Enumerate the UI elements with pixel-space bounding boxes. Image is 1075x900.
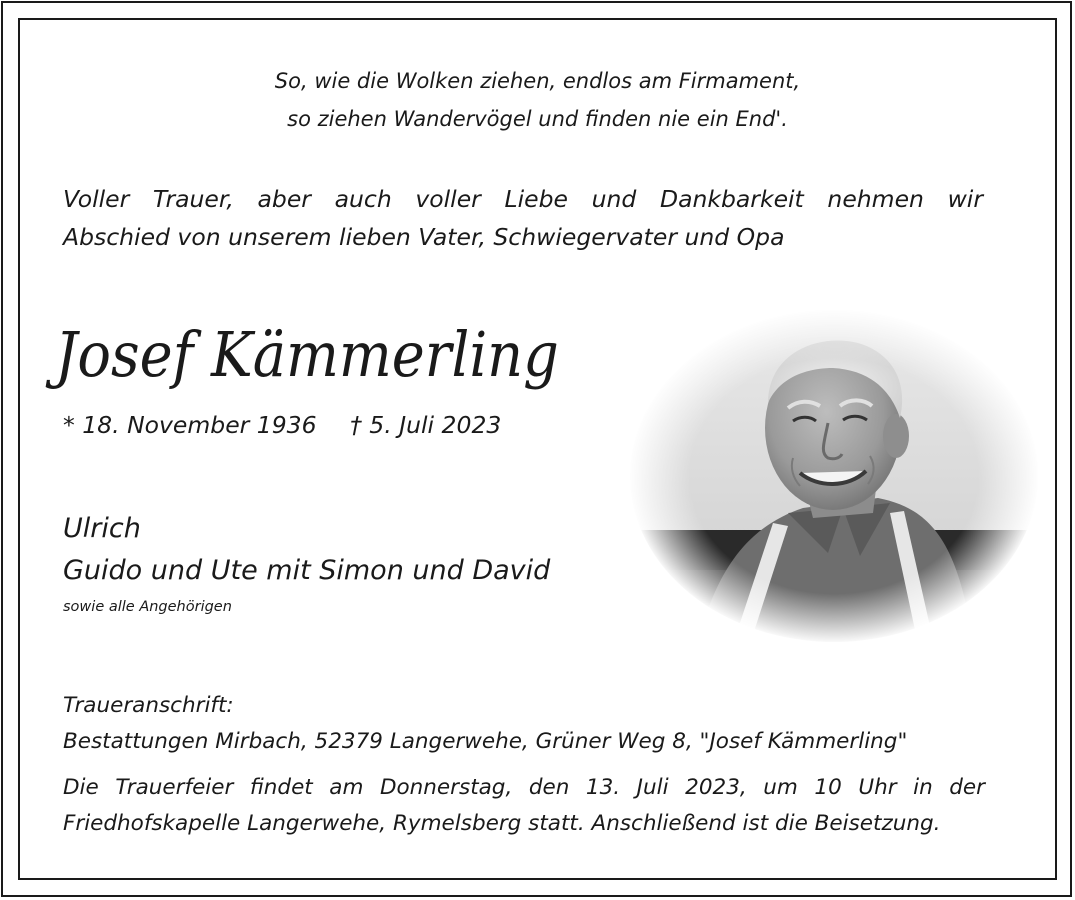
portrait-photo (628, 308, 1040, 644)
ceremony-line-2: Friedhofskapelle Langerwehe, Rymelsberg statt. Anschließend ist die Beisetzung. (63, 811, 941, 836)
death-date: † 5. Juli 2023 (350, 411, 502, 439)
mourning-address (63, 688, 907, 760)
intro-line-1: Voller Trauer, aber auch voller Liebe und Dankbarkeit nehmen wir (63, 185, 983, 213)
family-names (63, 508, 550, 592)
relatives-note: sowie alle Angehörigen (63, 599, 232, 615)
deceased-name: Josef Kämmerling (55, 318, 559, 391)
intro-text (63, 180, 983, 256)
address-label: Traueranschrift: (63, 693, 234, 718)
ceremony-line-1: Die Trauerfeier findet am Donnerstag, den 13. Juli 2023, um 10 Uhr in der (63, 775, 985, 800)
motto-line-1: So, wie die Wolken ziehen, endlos am Firmament, (274, 69, 801, 93)
motto-verse (0, 62, 1075, 138)
address-text: Bestattungen Mirbach, 52379 Langerwehe, Grüner Weg 8, "Josef Kämmerling" (63, 729, 908, 754)
intro-line-2: Abschied von unserem lieben Vater, Schwiegervater und Opa (63, 223, 785, 251)
ceremony-info (63, 770, 985, 842)
portrait-illustration (628, 308, 1040, 644)
life-dates (63, 408, 501, 442)
motto-line-2: so ziehen Wandervögel und finden nie ein End'. (287, 107, 788, 131)
family-line-2: Guido und Ute mit Simon und David (63, 555, 551, 586)
family-line-1: Ulrich (63, 513, 141, 544)
birth-date: * 18. November 1936 (63, 411, 317, 439)
